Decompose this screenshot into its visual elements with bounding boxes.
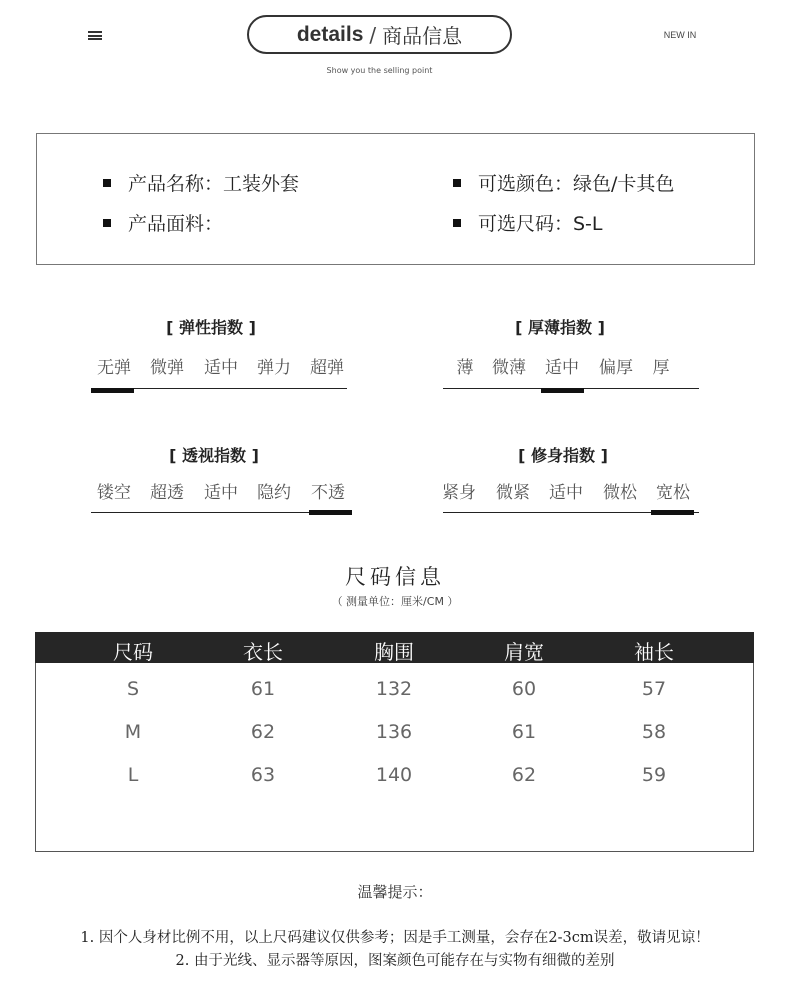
bullet-icon xyxy=(453,179,461,187)
elasticity-option: 超弹 xyxy=(310,358,344,378)
tips-title: 温馨提示： xyxy=(357,883,433,901)
table-header-cell: 胸围 xyxy=(374,640,414,664)
elasticity-option: 适中 xyxy=(204,358,238,378)
transparency-option: 不透 xyxy=(311,483,345,503)
table-cell: 61 xyxy=(250,678,276,700)
note-line-2: 2. 由于光线、显示器等原因，图案颜色可能存在与实物有细微的差别 xyxy=(175,953,615,969)
table-cell: 60 xyxy=(511,678,537,700)
transparency-option: 镂空 xyxy=(97,483,131,503)
fit-index-title: [ 修身指数 ] xyxy=(518,446,608,465)
fit-option: 紧身 xyxy=(442,483,476,503)
elasticity-option: 无弹 xyxy=(97,358,131,378)
fit-options xyxy=(435,478,700,502)
table-cell: 63 xyxy=(250,764,276,786)
product-sizes: 可选尺码：S-L xyxy=(453,209,603,236)
table-cell: 58 xyxy=(641,721,667,743)
table-cell: 132 xyxy=(375,678,413,700)
table-header-cell: 肩宽 xyxy=(504,640,544,664)
page-title xyxy=(247,15,512,54)
table-cell: 140 xyxy=(375,764,413,786)
thickness-option: 微薄 xyxy=(492,358,526,378)
bullet-icon xyxy=(453,219,461,227)
elasticity-index-title: [ 弹性指数 ] xyxy=(166,318,256,337)
table-cell: 62 xyxy=(511,764,537,786)
table-header-cell: 尺码 xyxy=(113,640,153,664)
title-separator: / xyxy=(369,22,377,47)
transparency-option: 适中 xyxy=(204,483,238,503)
elasticity-options xyxy=(90,353,350,377)
new-in-link[interactable]: NEW IN xyxy=(663,30,697,40)
fit-option: 宽松 xyxy=(656,483,690,503)
table-cell: 62 xyxy=(250,721,276,743)
transparency-options xyxy=(90,478,355,502)
product-name: 产品名称：工装外套 xyxy=(103,169,299,196)
table-cell: M xyxy=(124,721,142,743)
thickness-option: 薄 xyxy=(456,358,474,378)
table-header-cell: 袖长 xyxy=(634,640,674,664)
page-subtitle: Show you the selling point xyxy=(326,66,433,75)
fit-option: 适中 xyxy=(549,483,583,503)
table-cell: L xyxy=(127,764,139,786)
product-fabric: 产品面料： xyxy=(103,209,223,236)
table-cell: 59 xyxy=(641,764,667,786)
thickness-option: 适中 xyxy=(545,358,579,378)
table-cell: 136 xyxy=(375,721,413,743)
size-info-unit: （ 测量单位：厘米/CM ） xyxy=(331,595,459,608)
title-cn: 商品信息 xyxy=(382,24,463,48)
elasticity-option: 微弹 xyxy=(150,358,184,378)
thickness-index-title: [ 厚薄指数 ] xyxy=(515,318,605,337)
hamburger-icon[interactable] xyxy=(88,31,102,40)
table-cell: 61 xyxy=(511,721,537,743)
table-header-cell: 衣长 xyxy=(243,640,283,664)
note-line-1: 1. 因个人身材比例不用，以上尺码建议仅供参考；因是手工测量，会存在2-3cm误差，敬请见谅！ xyxy=(80,930,710,946)
bullet-icon xyxy=(103,179,111,187)
transparency-selected-marker xyxy=(309,510,352,515)
size-table-header xyxy=(35,632,754,663)
size-info-title: 尺码信息 xyxy=(345,565,445,589)
transparency-index-title: [ 透视指数 ] xyxy=(169,446,259,465)
thickness-option: 偏厚 xyxy=(599,358,633,378)
elasticity-option: 弹力 xyxy=(257,358,291,378)
thickness-options xyxy=(441,353,701,377)
product-info-box xyxy=(36,133,755,265)
title-en: details xyxy=(296,22,364,46)
table-cell: 57 xyxy=(641,678,667,700)
fit-selected-marker xyxy=(651,510,694,515)
table-cell: S xyxy=(126,678,140,700)
bullet-icon xyxy=(103,219,111,227)
transparency-option: 超透 xyxy=(150,483,184,503)
fit-option: 微松 xyxy=(603,483,637,503)
fit-option: 微紧 xyxy=(496,483,530,503)
thickness-selected-marker xyxy=(541,388,584,393)
thickness-option: 厚 xyxy=(652,358,670,378)
transparency-option: 隐约 xyxy=(257,483,291,503)
elasticity-selected-marker xyxy=(91,388,134,393)
product-colors: 可选颜色：绿色/卡其色 xyxy=(453,169,674,196)
